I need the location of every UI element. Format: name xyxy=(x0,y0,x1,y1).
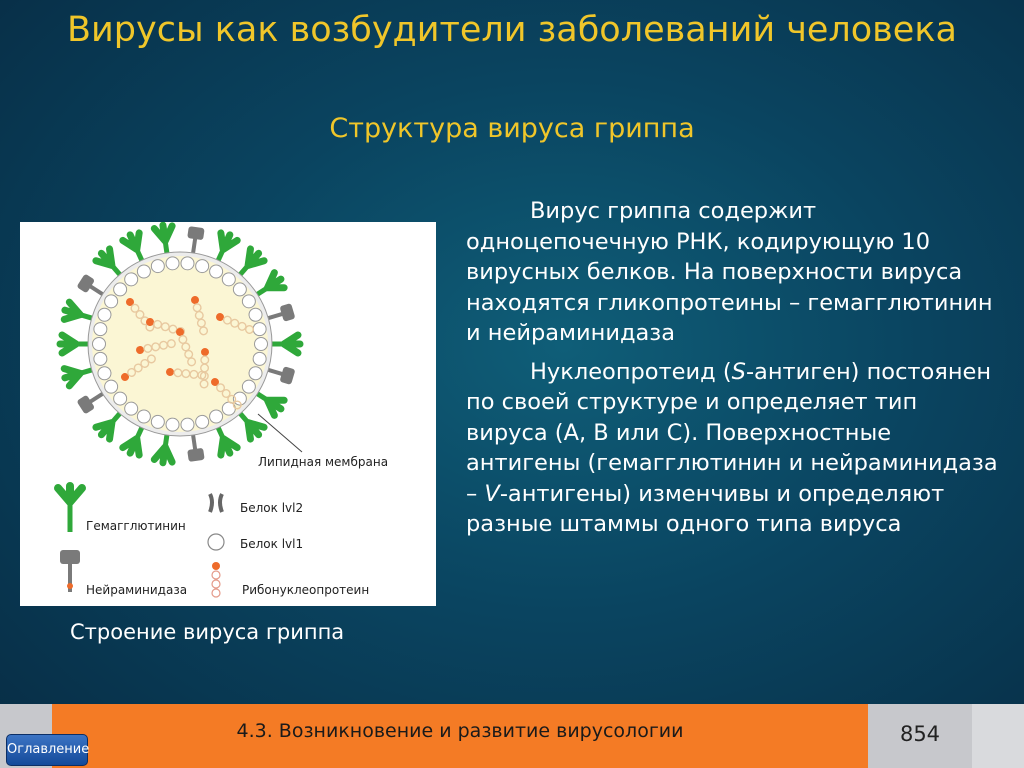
matrix-protein-bead xyxy=(249,367,262,380)
matrix-protein-bead xyxy=(210,410,223,423)
paragraph-2-part-c: -антигены) изменчивы и определяют разные штаммы одного типа вируса xyxy=(466,480,945,537)
matrix-protein-bead xyxy=(196,415,209,428)
matrix-protein-bead xyxy=(105,295,118,308)
label-neuraminidase: Нейраминидаза xyxy=(86,583,188,597)
matrix-protein-bead xyxy=(196,260,209,273)
footer-section-title: 4.3. Возникновение и развитие вирусологии xyxy=(236,720,684,742)
paragraph-2-part-a: Нуклеопротеид ( xyxy=(530,358,732,385)
matrix-protein-bead xyxy=(151,260,164,273)
matrix-protein-bead xyxy=(151,415,164,428)
paragraph-2 xyxy=(466,357,1006,540)
label-lipid-membrane: Липидная мембрана xyxy=(258,455,389,469)
legend-hemagglutinin-icon xyxy=(58,486,82,532)
matrix-protein-bead xyxy=(166,418,179,431)
matrix-protein-bead xyxy=(125,402,138,415)
matrix-protein-bead xyxy=(249,308,262,321)
neuraminidase-spike xyxy=(185,226,205,256)
page-number: 854 xyxy=(899,722,941,746)
label-protein-m1: Белок lvl1 xyxy=(240,537,304,551)
matrix-protein-bead xyxy=(105,380,118,393)
legend-neuraminidase-icon xyxy=(60,550,80,592)
matrix-protein-bead xyxy=(125,273,138,286)
matrix-protein-bead xyxy=(94,352,107,365)
legend-protein-m1-icon xyxy=(208,534,224,550)
table-of-contents-button[interactable]: Оглавление xyxy=(6,734,88,766)
label-protein-m2: Белок lvl2 xyxy=(240,501,304,515)
matrix-protein-bead xyxy=(98,308,111,321)
footer-page-box xyxy=(868,704,972,768)
slide-body-text xyxy=(466,196,1006,548)
matrix-protein-bead xyxy=(222,273,235,286)
paragraph-2-s-letter: S xyxy=(731,358,746,385)
slide-title: Вирусы как возбудители заболеваний человека xyxy=(67,10,957,50)
matrix-protein-bead xyxy=(93,338,106,351)
slide-subtitle: Структура вируса гриппа xyxy=(329,113,695,144)
label-hemagglutinin: Гемагглютинин xyxy=(86,519,186,533)
matrix-protein-bead xyxy=(253,323,266,336)
footer-right-block xyxy=(972,704,1024,768)
matrix-protein-bead xyxy=(255,338,268,351)
hemagglutinin-spike xyxy=(268,335,300,353)
label-ribonucleoprotein: Рибонуклеопротеин xyxy=(242,583,370,597)
matrix-protein-bead xyxy=(137,265,150,278)
paragraph-2-part-b: -антиген) постоянен по своей структуре и определяет тип вируса (A, B или C). Поверхностные антигены (гемагглютинин и нейраминидаза – xyxy=(466,358,998,507)
legend-ribonucleoprotein-icon xyxy=(212,562,220,597)
paragraph-1-text: Вирус гриппа содержит одноцепочечную РНК, кодирующую 10 вирусных белков. На поверхности вируса находятся гликопротеины – гемагглютинин и нейраминидаза xyxy=(466,198,993,346)
matrix-protein-bead xyxy=(98,367,111,380)
matrix-protein-bead xyxy=(242,295,255,308)
figure-caption: Строение вируса гриппа xyxy=(70,620,345,644)
matrix-protein-bead xyxy=(137,410,150,423)
neuraminidase-spike xyxy=(185,432,205,462)
matrix-protein-bead xyxy=(233,283,246,296)
hemagglutinin-spike xyxy=(60,335,92,353)
matrix-protein-bead xyxy=(210,265,223,278)
matrix-protein-bead xyxy=(242,380,255,393)
footer-bar xyxy=(52,704,868,768)
membrane-pointer-line xyxy=(258,414,302,452)
matrix-protein-bead xyxy=(94,323,107,336)
matrix-protein-bead xyxy=(114,283,127,296)
matrix-protein-bead xyxy=(181,418,194,431)
paragraph-2-v-letter: V xyxy=(484,480,500,507)
paragraph-1 xyxy=(466,196,1006,349)
virus-structure-diagram xyxy=(20,222,436,606)
matrix-protein-bead xyxy=(166,257,179,270)
matrix-protein-bead xyxy=(181,257,194,270)
matrix-protein-bead xyxy=(114,392,127,405)
virus-diagram-svg xyxy=(20,222,436,606)
matrix-protein-bead xyxy=(253,352,266,365)
legend-protein-m2-icon xyxy=(210,494,222,512)
